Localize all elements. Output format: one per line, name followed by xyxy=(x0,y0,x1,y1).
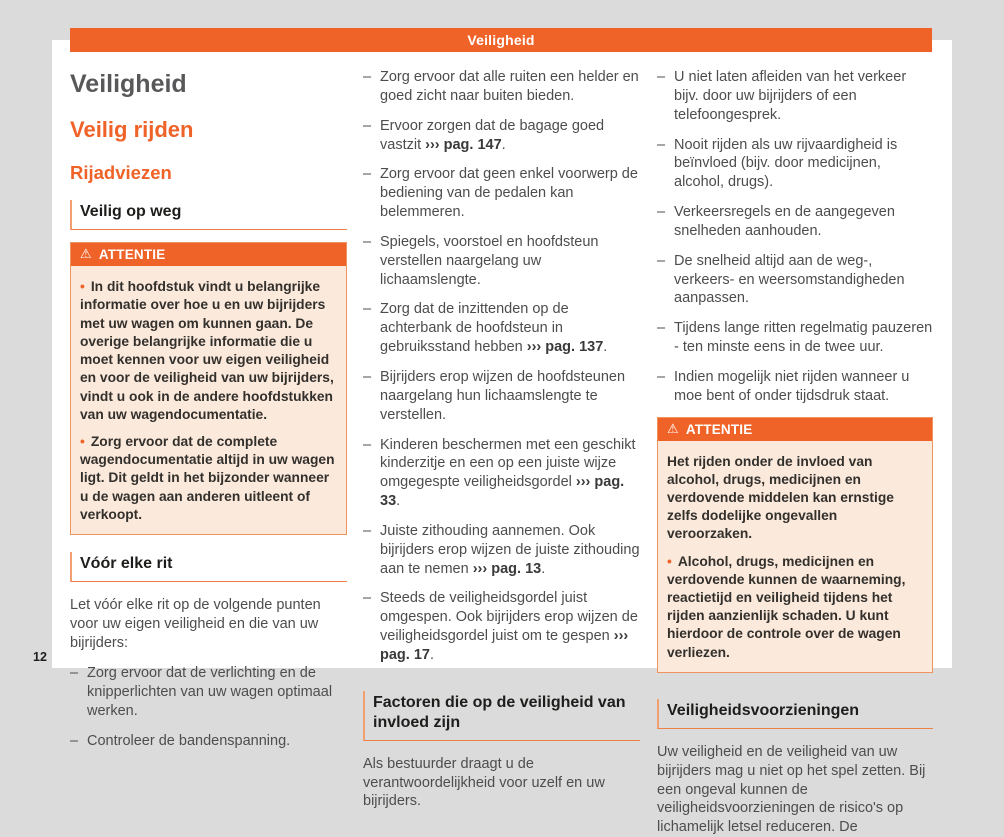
page-header-bar xyxy=(70,28,932,52)
attention-paragraph: Het rijden onder de invloed van alcohol, drugs, medicijnen en verdovende middelen kan ernstige zelfs dodelijke ongevallen veroorzaken. xyxy=(667,453,894,542)
list-item-text: Verkeersregels en de aangegeven snelheden aanhouden. xyxy=(674,204,895,239)
dash-marker: – xyxy=(363,590,372,607)
attention-box xyxy=(70,242,347,535)
page-reference: ››› pag. 33 xyxy=(380,474,625,510)
list-item xyxy=(363,300,640,357)
list-item-text: Controleer de bandenspanning. xyxy=(87,732,291,749)
dash-list xyxy=(657,68,933,406)
warning-triangle-icon: ⚠ xyxy=(80,247,92,263)
heading-veiligheidsvoorzieningen: Veiligheidsvoorzieningen xyxy=(657,699,933,729)
dash-marker: – xyxy=(363,166,372,183)
chapter-title: Veiligheid xyxy=(70,70,187,98)
list-item-text: Zorg ervoor dat geen enkel voorwerp de bediening van de pedalen kan belemmeren. xyxy=(380,166,638,221)
list-item-text: Zorg ervoor dat de verlichting en de knipperlichten van uw wagen optimaal werken. xyxy=(87,665,333,720)
attention-label: ATTENTIE xyxy=(685,421,753,437)
list-item-text: Spiegels, voorstoel en hoofdsteun verstellen naargelang uw lichaamslengte. xyxy=(380,233,599,288)
right-column xyxy=(657,62,933,837)
list-item xyxy=(363,117,640,155)
dash-marker: – xyxy=(70,665,79,682)
list-item-text: Ervoor zorgen dat de bagage goed vastzit ››› pag. 147. xyxy=(380,117,605,153)
list-item xyxy=(70,664,347,721)
dash-list xyxy=(363,68,640,665)
attention-body xyxy=(658,441,932,672)
attention-header xyxy=(71,243,346,266)
dash-marker: – xyxy=(363,368,372,385)
dash-marker: – xyxy=(657,368,666,385)
list-item xyxy=(363,233,640,290)
dash-marker: – xyxy=(363,117,372,134)
list-item xyxy=(657,68,933,125)
list-item-text: Tijdens lange ritten regelmatig pauzeren - ten minste eens in de twee uur. xyxy=(674,320,933,356)
dash-list xyxy=(70,664,347,750)
heading-veilig-op-weg: Veilig op weg xyxy=(70,200,347,230)
attention-header xyxy=(658,418,932,441)
warning-triangle-icon: ⚠ xyxy=(667,421,679,437)
attention-paragraph: • In dit hoofdstuk vindt u belangrijke informatie over hoe u en uw bijrijders met uw wagen om kunnen gaan. De overige belangrijke informatie die u moet kennen voor uw eigen veiligheid en voor de veiligheid van uw bijrijders, vindt u ook in de andere hoofdstukken van uw wagendocumentatie. xyxy=(80,279,334,422)
dash-marker: – xyxy=(657,252,666,269)
list-item-text: Juiste zithouding aannemen. Ook bijrijders erop wijzen de juiste zithouding aan te nemen ››› pag. 13. xyxy=(380,522,640,577)
page-number: 12 xyxy=(33,650,47,664)
heading-voor-elke-rit: Vóór elke rit xyxy=(70,552,347,582)
list-item xyxy=(363,589,640,664)
body-paragraph: Als bestuurder draagt u de verantwoordelijkheid voor uzelf en uw bijrijders. xyxy=(363,755,605,810)
attention-paragraph: • Zorg ervoor dat de complete wagendocumentatie altijd in uw wagen ligt. Dit geldt in het bijzonder wanneer u de wagen aan anderen uitleent of verkoopt. xyxy=(80,433,335,522)
list-item-text: Indien mogelijk niet rijden wanneer u moe bent of onder tijdsdruk staat. xyxy=(674,368,910,404)
dash-marker: – xyxy=(657,136,666,153)
dash-marker: – xyxy=(363,301,372,318)
list-item xyxy=(657,368,933,406)
page-reference: ››› pag. 17 xyxy=(380,628,629,663)
list-item xyxy=(363,436,640,511)
dash-marker: – xyxy=(363,436,372,453)
list-item-text: Kinderen beschermen met een geschikt kinderzitje en een op een juiste wijze omgegespte veiligheidsgordel ››› pag. 33. xyxy=(380,436,636,510)
section-title: Veilig rijden xyxy=(70,116,194,142)
list-item xyxy=(363,368,640,425)
list-item-text: Bijrijders erop wijzen de hoofdsteunen naargelang hun lichaamslengte te verstellen. xyxy=(380,368,626,423)
page-reference: ››› pag. 13 xyxy=(472,560,542,577)
page-reference: ››› pag. 147 xyxy=(425,136,502,153)
body-paragraph: Uw veiligheid en de veiligheid van uw bijrijders mag u niet op het spel zetten. Bij een ongeval kunnen de veiligheidsvoorzieningen de risico's op lichamelijk letsel reduceren. De xyxy=(657,743,926,836)
list-item xyxy=(657,319,933,357)
list-item xyxy=(657,203,933,241)
attention-body xyxy=(71,266,346,534)
list-item-text: U niet laten afleiden van het verkeer bijv. door uw bijrijders of een telefoongesprek. xyxy=(674,69,907,123)
dash-marker: – xyxy=(70,732,79,749)
subsection-title: Rijadviezen xyxy=(70,161,172,183)
list-item-text: De snelheid altijd aan de weg-, verkeers- en weersomstandigheden aanpassen. xyxy=(674,252,905,307)
middle-column xyxy=(363,62,640,811)
list-item-text: Zorg ervoor dat alle ruiten een helder en goed zicht naar buiten bieden. xyxy=(380,69,639,104)
manual-page xyxy=(52,40,952,836)
list-item xyxy=(70,732,347,751)
heading-factoren: Factoren die op de veiligheid van invloed zijn xyxy=(363,691,640,741)
dash-marker: – xyxy=(657,69,666,85)
list-item-text: Zorg dat de inzittenden op de achterbank de hoofdsteun in gebruiksstand hebben ››› pag. 137. xyxy=(380,301,608,356)
dash-marker: – xyxy=(657,204,666,221)
list-item-text: Steeds de veiligheidsgordel juist omgespen. Ook bijrijders erop wijzen de veiligheidsgordel juist om te gespen ››› pag. 17. xyxy=(380,590,638,663)
list-item xyxy=(363,165,640,222)
dash-marker: – xyxy=(363,69,372,85)
attention-label: ATTENTIE xyxy=(98,247,166,263)
list-item xyxy=(363,522,640,579)
list-item xyxy=(363,68,640,106)
attention-paragraph: • Alcohol, drugs, medicijnen en verdovende kunnen de waarneming, reactietijd en veiligheid tijdens het rijden aanzienlijk schaden. U kunt hierdoor de controle over de wagen verliezen. xyxy=(667,553,906,660)
dash-marker: – xyxy=(363,522,372,539)
bullet-icon: • xyxy=(80,433,85,449)
list-item-text: Nooit rijden als uw rijvaardigheid is beïnvloed (bijv. door medicijnen, alcohol, drugs). xyxy=(674,136,898,191)
header-title: Veiligheid xyxy=(467,32,535,48)
intro-paragraph: Let vóór elke rit op de volgende punten voor uw eigen veiligheid en die van uw bijrijders: xyxy=(70,596,321,651)
bullet-icon: • xyxy=(667,553,672,569)
left-column xyxy=(70,62,347,762)
list-item xyxy=(657,252,933,309)
dash-marker: – xyxy=(657,320,666,337)
attention-box xyxy=(657,417,933,673)
bullet-icon: • xyxy=(80,279,85,295)
list-item xyxy=(657,136,933,193)
page-reference: ››› pag. 137 xyxy=(526,339,604,356)
dash-marker: – xyxy=(363,233,372,250)
